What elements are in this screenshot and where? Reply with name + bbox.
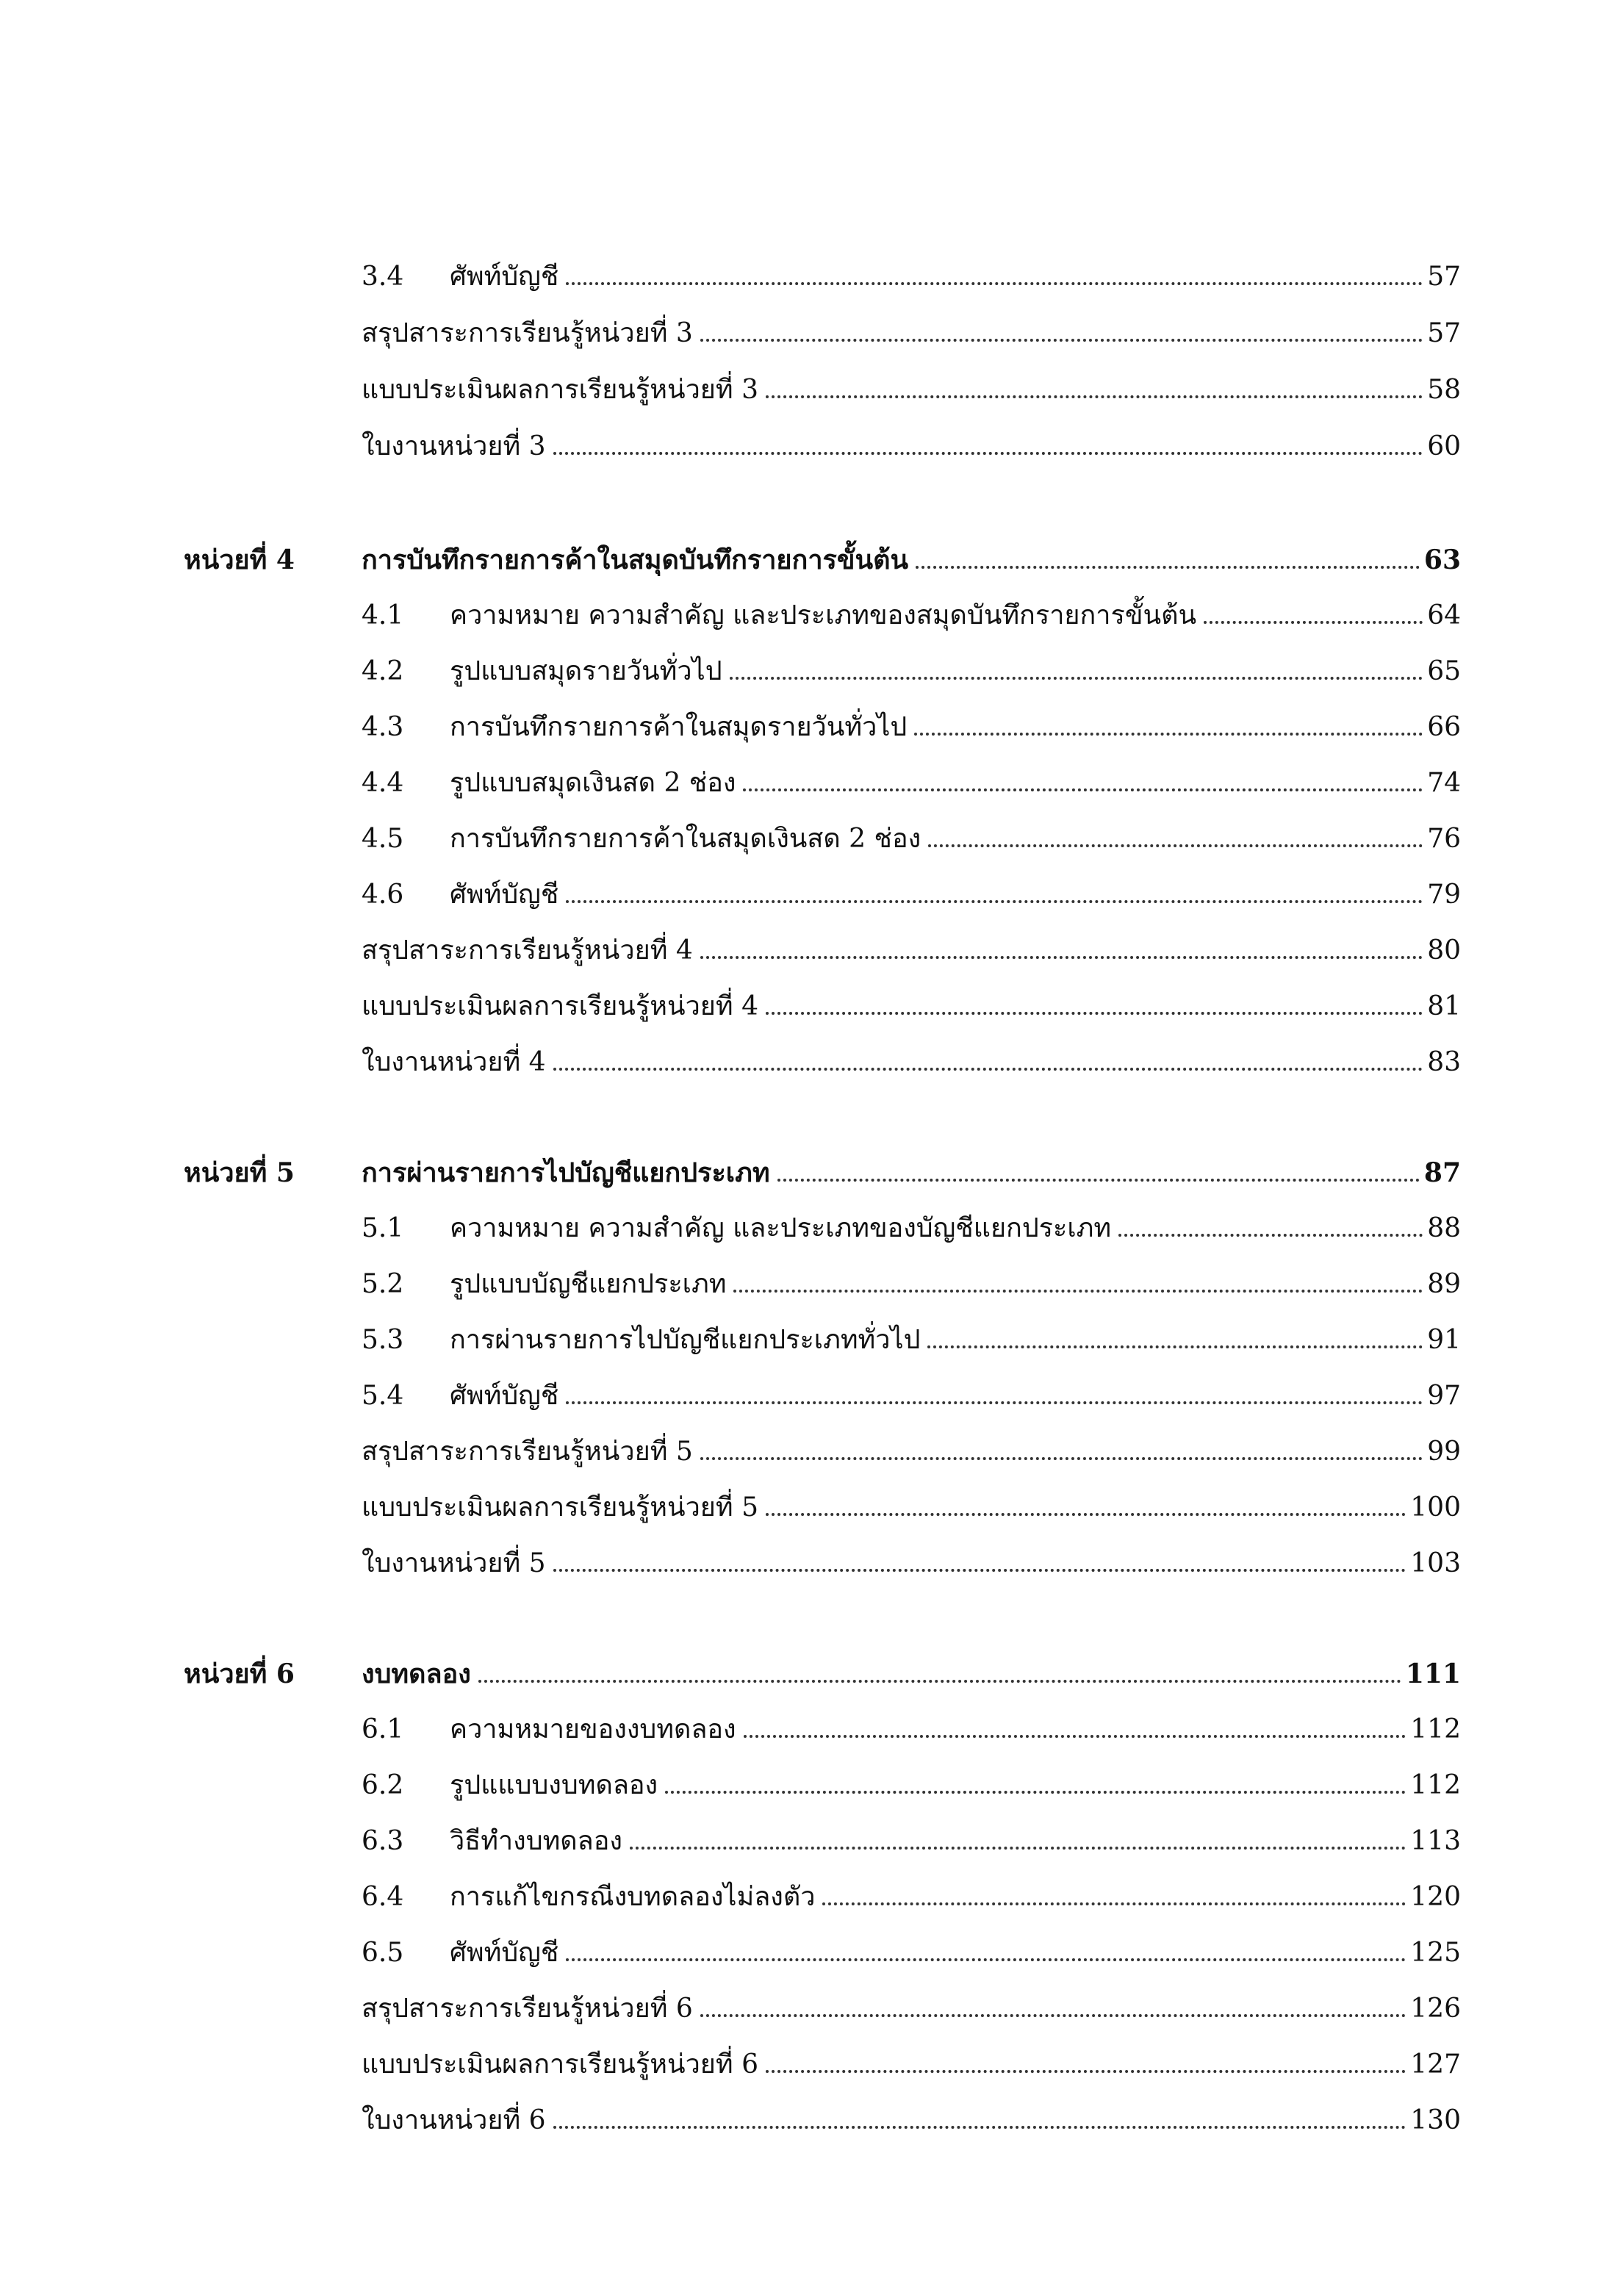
toc-entry <box>450 1930 1461 1977</box>
entry-title: รูปแบบสมุดรายวันทั่วไป <box>450 656 722 686</box>
page-number: 99 <box>1427 1437 1461 1467</box>
entry-title: สรุปสาระการเรียนรู้หน่วยที่ 5 <box>362 1437 693 1467</box>
entry-title: ศัพท์บัญชี <box>450 1938 559 1968</box>
toc-entry <box>362 1039 1461 1086</box>
entry-title: ความหมาย ความสำคัญ และประเภทของสมุดบันทึกรายการขั้นต้น <box>450 600 1197 630</box>
toc-row-unit3-summary <box>0 310 1624 357</box>
entry-title: ใบงานหน่วยที่ 6 <box>362 2105 546 2135</box>
toc-entry <box>362 2041 1461 2088</box>
toc-row-6-5 <box>0 1930 1624 1977</box>
dot-leader <box>700 956 1423 959</box>
toc-entry <box>362 983 1461 1030</box>
dot-leader <box>553 1068 1423 1071</box>
toc-row-unit6-summary <box>0 1985 1624 2033</box>
toc-entry <box>450 648 1461 695</box>
toc-entry <box>362 367 1461 414</box>
entry-title: ศัพท์บัญชี <box>450 880 559 910</box>
toc-entry <box>450 704 1461 751</box>
dot-leader <box>766 2070 1406 2073</box>
dot-leader <box>927 1345 1423 1348</box>
dot-leader <box>914 733 1423 736</box>
page-number: 88 <box>1427 1213 1461 1243</box>
page-number: 112 <box>1410 1770 1461 1800</box>
page-number: 112 <box>1410 1714 1461 1744</box>
page-number: 130 <box>1410 2105 1461 2135</box>
dot-leader <box>553 452 1423 455</box>
entry-title: การบันทึกรายการค้าในสมุดรายวันทั่วไป <box>450 712 908 742</box>
dot-leader <box>1204 621 1423 624</box>
toc-entry <box>450 1373 1461 1420</box>
entry-title: แบบประเมินผลการเรียนรู้หน่วยที่ 5 <box>362 1492 758 1523</box>
toc-row-5-4 <box>0 1373 1624 1420</box>
entry-title: การแก้ไขกรณีงบทดลองไม่ลงตัว <box>450 1882 816 1912</box>
dot-leader <box>478 1680 1401 1683</box>
page-number: 57 <box>1427 318 1461 348</box>
toc-row-5-2 <box>0 1261 1624 1308</box>
dot-leader <box>744 1735 1406 1738</box>
section-number: 6.4 <box>362 1882 404 1912</box>
page-number: 87 <box>1423 1157 1461 1188</box>
entry-title: สรุปสาระการเรียนรู้หน่วยที่ 6 <box>362 1994 693 2024</box>
page-number: 125 <box>1410 1938 1461 1968</box>
dot-leader <box>743 788 1423 791</box>
toc-row-unit4-summary <box>0 927 1624 974</box>
section-number: 5.3 <box>362 1325 404 1355</box>
page-number: 127 <box>1410 2049 1461 2080</box>
dot-leader <box>1118 1234 1423 1237</box>
section-number: 4.3 <box>362 712 404 742</box>
toc-entry <box>362 1484 1461 1531</box>
toc-entry <box>362 536 1461 583</box>
dot-leader <box>566 1958 1406 1961</box>
dot-leader <box>916 566 1420 569</box>
toc-entry <box>362 1428 1461 1476</box>
page-number: 60 <box>1427 431 1461 461</box>
page-number: 66 <box>1427 712 1461 742</box>
section-number: 6.5 <box>362 1938 404 1968</box>
page-number: 79 <box>1427 880 1461 910</box>
unit-title: การผ่านรายการไปบัญชีแยกประเภท <box>362 1157 770 1188</box>
page-number: 126 <box>1410 1994 1461 2024</box>
toc-row-unit4-worksheet <box>0 1039 1624 1086</box>
toc-unit-heading-4 <box>0 536 1624 583</box>
dot-leader <box>777 1179 1420 1182</box>
dot-leader <box>822 1902 1406 1905</box>
dot-leader <box>630 1847 1406 1850</box>
toc-row-4-5 <box>0 816 1624 863</box>
section-number: 4.5 <box>362 824 404 854</box>
dot-leader <box>730 677 1423 680</box>
entry-title: สรุปสาระการเรียนรู้หน่วยที่ 4 <box>362 935 693 966</box>
dot-leader <box>766 1513 1406 1516</box>
entry-title: ความหมาย ความสำคัญ และประเภทของบัญชีแยกประเภท <box>450 1213 1112 1243</box>
entry-title: แบบประเมินผลการเรียนรู้หน่วยที่ 3 <box>362 375 758 405</box>
entry-title: ความหมายของงบทดลอง <box>450 1714 736 1744</box>
toc-entry <box>450 871 1461 919</box>
toc-row-unit4-assessment <box>0 983 1624 1030</box>
toc-row-6-2 <box>0 1762 1624 1809</box>
toc-row-3-4 <box>0 254 1624 301</box>
dot-leader <box>553 1569 1406 1572</box>
toc-row-4-1 <box>0 592 1624 639</box>
unit-title: งบทดลอง <box>362 1658 471 1689</box>
page-number: 81 <box>1427 991 1461 1021</box>
page-number: 74 <box>1427 768 1461 798</box>
unit-label: หน่วยที่ 6 <box>184 1658 295 1689</box>
entry-title: รูปแบบบัญชีแยกประเภท <box>450 1269 727 1299</box>
entry-title: รูปแแบบงบทดลอง <box>450 1770 658 1800</box>
page-number: 80 <box>1427 935 1461 966</box>
section-number: 5.4 <box>362 1381 404 1411</box>
toc-entry <box>362 1985 1461 2033</box>
toc-row-4-2 <box>0 648 1624 695</box>
toc-row-unit5-summary <box>0 1428 1624 1476</box>
page-number: 111 <box>1405 1658 1461 1689</box>
toc-row-4-3 <box>0 704 1624 751</box>
page-number: 58 <box>1427 375 1461 405</box>
entry-title: แบบประเมินผลการเรียนรู้หน่วยที่ 4 <box>362 991 758 1021</box>
dot-leader <box>665 1791 1406 1794</box>
dot-leader <box>566 900 1423 903</box>
section-number: 5.2 <box>362 1269 404 1299</box>
dot-leader <box>766 395 1423 398</box>
toc-entry <box>450 1706 1461 1753</box>
page-number: 120 <box>1410 1882 1461 1912</box>
entry-title: ศัพท์บัญชี <box>450 262 559 292</box>
page-number: 64 <box>1427 600 1461 630</box>
toc-entry <box>450 1818 1461 1865</box>
dot-leader <box>566 1401 1423 1404</box>
toc-unit-heading-6 <box>0 1650 1624 1697</box>
section-number: 4.2 <box>362 656 404 686</box>
dot-leader <box>733 1290 1423 1293</box>
toc-entry <box>362 1650 1461 1697</box>
toc-entry <box>450 1205 1461 1252</box>
dot-leader <box>566 282 1423 285</box>
unit-title: การบันทึกรายการค้าในสมุดบันทึกรายการขั้นต้น <box>362 545 909 575</box>
section-number: 6.3 <box>362 1826 404 1856</box>
toc-row-4-6 <box>0 871 1624 919</box>
toc-entry <box>450 816 1461 863</box>
entry-title: การบันทึกรายการค้าในสมุดเงินสด 2 ช่อง <box>450 824 921 854</box>
toc-entry <box>450 1874 1461 1921</box>
toc-row-unit3-assessment <box>0 367 1624 414</box>
toc-entry <box>450 760 1461 807</box>
toc-entry <box>450 254 1461 301</box>
page-number: 100 <box>1410 1492 1461 1523</box>
dot-leader <box>553 2126 1406 2129</box>
dot-leader <box>700 339 1423 342</box>
toc-entry <box>362 1540 1461 1587</box>
entry-title: ใบงานหน่วยที่ 5 <box>362 1548 546 1578</box>
entry-title: รูปแบบสมุดเงินสด 2 ช่อง <box>450 768 736 798</box>
toc-entry <box>362 927 1461 974</box>
section-number: 5.1 <box>362 1213 404 1243</box>
section-number: 3.4 <box>362 262 404 292</box>
page-number: 91 <box>1427 1325 1461 1355</box>
toc-row-5-3 <box>0 1317 1624 1364</box>
toc-entry <box>362 2097 1461 2144</box>
toc-row-4-4 <box>0 760 1624 807</box>
entry-title: แบบประเมินผลการเรียนรู้หน่วยที่ 6 <box>362 2049 758 2080</box>
entry-title: วิธีทำงบทดลอง <box>450 1826 622 1856</box>
unit-label: หน่วยที่ 5 <box>184 1157 295 1188</box>
dot-leader <box>766 1012 1423 1015</box>
toc-row-unit3-worksheet <box>0 423 1624 470</box>
section-number: 6.2 <box>362 1770 404 1800</box>
toc-row-unit6-assessment <box>0 2041 1624 2088</box>
page-number: 113 <box>1410 1826 1461 1856</box>
section-number: 4.1 <box>362 600 404 630</box>
dot-leader <box>700 1457 1423 1460</box>
toc-row-unit5-assessment <box>0 1484 1624 1531</box>
toc-entry <box>450 592 1461 639</box>
toc-entry <box>362 310 1461 357</box>
entry-title: การผ่านรายการไปบัญชีแยกประเภททั่วไป <box>450 1325 921 1355</box>
entry-title: สรุปสาระการเรียนรู้หน่วยที่ 3 <box>362 318 693 348</box>
toc-entry <box>450 1261 1461 1308</box>
page-number: 97 <box>1427 1381 1461 1411</box>
page-number: 65 <box>1427 656 1461 686</box>
toc-row-6-3 <box>0 1818 1624 1865</box>
toc-row-6-4 <box>0 1874 1624 1921</box>
page-number: 63 <box>1423 545 1461 575</box>
dot-leader <box>700 2014 1406 2017</box>
toc-entry <box>362 1149 1461 1196</box>
page-number: 89 <box>1427 1269 1461 1299</box>
entry-title: ใบงานหน่วยที่ 3 <box>362 431 546 461</box>
toc-unit-heading-5 <box>0 1149 1624 1196</box>
toc-row-unit6-worksheet <box>0 2097 1624 2144</box>
dot-leader <box>928 844 1423 847</box>
page-number: 76 <box>1427 824 1461 854</box>
section-number: 6.1 <box>362 1714 404 1744</box>
unit-label: หน่วยที่ 4 <box>184 545 295 575</box>
toc-row-unit5-worksheet <box>0 1540 1624 1587</box>
toc-row-5-1 <box>0 1205 1624 1252</box>
toc-entry <box>362 423 1461 470</box>
section-number: 4.4 <box>362 768 404 798</box>
page-number: 57 <box>1427 262 1461 292</box>
entry-title: ใบงานหน่วยที่ 4 <box>362 1047 546 1077</box>
entry-title: ศัพท์บัญชี <box>450 1381 559 1411</box>
section-number: 4.6 <box>362 880 404 910</box>
page-number: 83 <box>1427 1047 1461 1077</box>
toc-entry <box>450 1317 1461 1364</box>
page-number: 103 <box>1410 1548 1461 1578</box>
toc-row-6-1 <box>0 1706 1624 1753</box>
toc-entry <box>450 1762 1461 1809</box>
